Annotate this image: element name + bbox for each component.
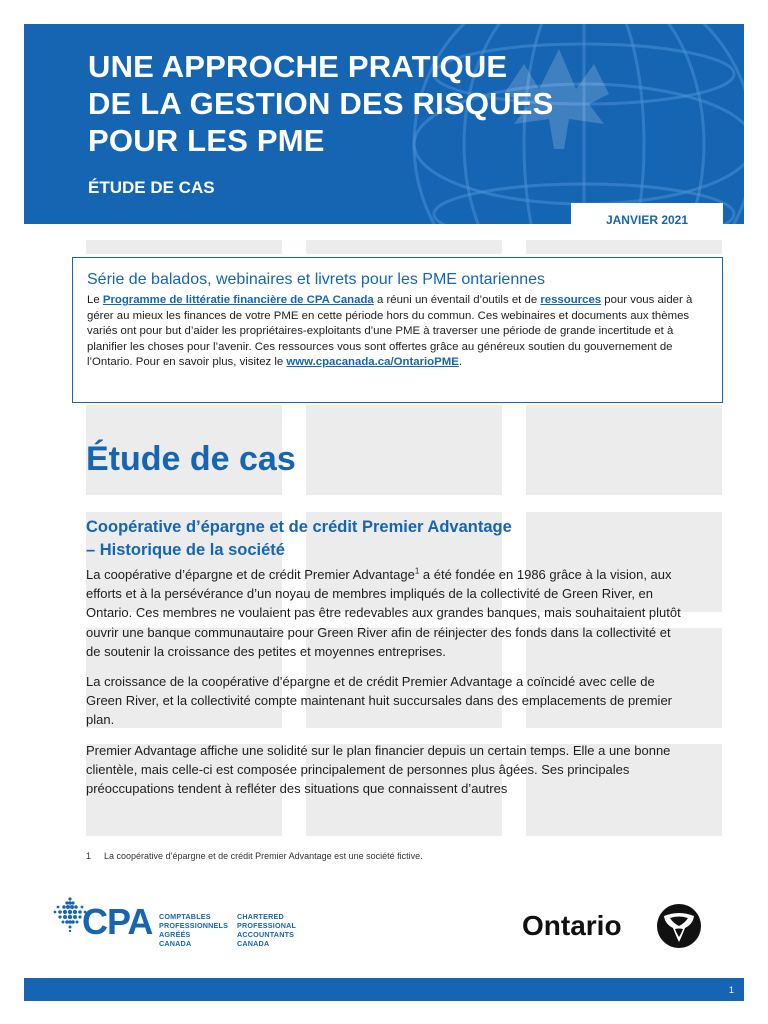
website-link[interactable]: www.cpacanada.ca/OntarioPME	[286, 356, 459, 369]
footnote-ref: 1	[414, 566, 420, 576]
ontario-wordmark: Ontario	[522, 910, 622, 941]
page-heading: Étude de cas	[86, 440, 296, 478]
cpa-wordmark: CPA	[82, 901, 153, 942]
footnote	[86, 851, 423, 861]
trillium-icon	[655, 902, 703, 950]
cpa-english-name: CHARTERED PROFESSIONAL ACCOUNTANTS CANADA	[237, 912, 297, 948]
info-box	[72, 257, 723, 403]
document-subtitle: ÉTUDE DE CAS	[88, 178, 215, 197]
body-text	[86, 565, 686, 809]
resources-link[interactable]: ressources	[540, 294, 602, 306]
header-banner	[24, 24, 744, 224]
info-box-title: Série de balados, webinaires et livrets pour les PME ontariennes	[87, 271, 546, 288]
page-number: 1	[728, 984, 734, 995]
paragraph: La croissance de la coopérative d’épargne et de crédit Premier Advantage a coïncidé avec celle de Green River, et la collectivité compte maintenant huit succursales dans des emplacements de premier plan.	[86, 674, 673, 728]
page-footer-bar	[24, 978, 744, 1001]
section-heading: Coopérative d’épargne et de crédit Premier Advantage – Historique de la société	[86, 518, 512, 559]
info-box-text: Le Programme de littératie financière de CPA Canada a réuni un éventail d’outils et de ressources pour vous aider à gérer au mieux les finances de votre PME en cette période hors du commun. Ces webinaires et documents aux thèmes variés ont pour but d’aider les propriétaires-exploitants d’une PME à traverser une période de grande incertitude et à planifier les choses pour l’avenir. Ces ressources vous sont offertes grâce au généreux soutien du gouvernement de l’Ontario. Pour en savoir plus, visitez le www.cpacanada.ca/OntarioPME.	[87, 294, 693, 369]
footnote-text: La coopérative d’épargne et de crédit Premier Advantage est une société fictive.	[104, 851, 423, 861]
footnote-number: 1	[86, 851, 92, 861]
paragraph: Premier Advantage affiche une solidité sur le plan financier depuis un certain temps. Elle a une bonne clientèle, mais celle-ci est composée principalement de personnes plus âgées. Ses principales préoccupations tendent à refléter des situations que connaissent d’autres	[86, 742, 671, 797]
document-title: UNE APPROCHE PRATIQUE DE LA GESTION DES RISQUES POUR LES PME	[88, 49, 554, 158]
cpa-canada-logo	[52, 893, 312, 957]
ontario-logo	[522, 900, 712, 956]
publication-date: JANVIER 2021	[571, 203, 723, 237]
program-link[interactable]: Programme de littératie financière de CPA Canada	[102, 294, 374, 306]
paragraph: La coopérative d’épargne et de crédit Premier Advantage$^1$ a été fondée en 1986 grâce à la vision, aux efforts et à la persévérance d’un noyau de membres impliqués de la collectivité de Green River, en Ontario. Ces membres ne voulaient pas être redevables aux grandes banques, mais souhaitaient plutôt ouvrir une banque communautaire pour Green River afin de réinjecter des fonds dans la collectivité et de soutenir la croissance des petites et moyennes entreprises.	[86, 566, 681, 659]
cpa-french-name: COMPTABLES PROFESSIONNELS AGRÉÉS CANADA	[159, 912, 229, 948]
